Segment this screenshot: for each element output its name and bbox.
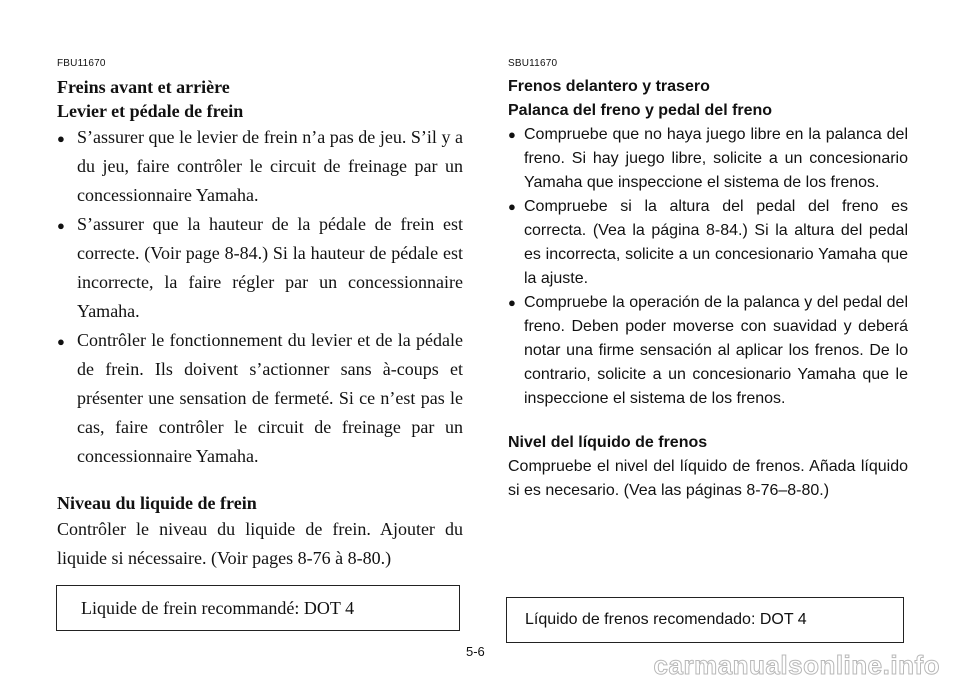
heading-lever-pedal-fr: Levier et pédale de frein xyxy=(57,101,244,121)
list-item: ● S’assurer que le levier de frein n’a pas de jeu. S’il y a du jeu, faire contrôler le circuit de freinage par un concessionnaire Yamaha. xyxy=(57,123,463,210)
fluid-text-es: Compruebe el nivel del líquido de frenos. Añada líquido si es necesario. (Vea las páginas 8-76–8-80.) xyxy=(508,458,908,499)
bullet-icon: ● xyxy=(508,199,516,214)
check-list-es xyxy=(508,123,908,411)
french-column xyxy=(57,58,463,573)
recommended-fluid-box-fr xyxy=(56,585,460,631)
list-item: ● S’assurer que la hauteur de la pédale de frein est correcte. (Voir page 8-84.) Si la hauteur de pédale est incorrecte, la faire régler par un concessionnaire Yamaha. xyxy=(57,210,463,326)
fluid-text-fr: Contrôler le niveau du liquide de frein. Ajouter du liquide si nécessaire. (Voir pages 8-76 à 8-80.) xyxy=(57,519,463,568)
list-item: ● Compruebe que no haya juego libre en la palanca del freno. Si hay juego libre, solicite a un concesionario Yamaha que inspeccione el sistema de los frenos. xyxy=(508,123,908,195)
section-code-es: SBU11670 xyxy=(508,58,558,69)
list-item: ● Contrôler le fonctionnement du levier et de la pédale de frein. Ils doivent s’actionner sans à-coups et présenter une sensation de fermeté. Si ce n’est pas le cas, faire contrôler le circuit de freinage par un concessionnaire Yamaha. xyxy=(57,326,463,471)
heading-fluid-level-fr: Niveau du liquide de frein xyxy=(57,493,257,513)
spanish-column xyxy=(508,58,908,503)
watermark: carmanualsonline.info xyxy=(653,650,940,680)
recommended-fluid-text-fr: Liquide de frein recommandé: DOT 4 xyxy=(81,597,355,618)
recommended-fluid-box-es xyxy=(506,597,904,643)
heading-brakes-es: Frenos delantero y trasero xyxy=(508,78,710,95)
section-code-fr: FBU11670 xyxy=(57,58,106,69)
bullet-icon: ● xyxy=(57,131,65,146)
heading-fluid-level-es: Nivel del líquido de frenos xyxy=(508,434,708,451)
page-number: 5-6 xyxy=(466,644,485,659)
check-list-fr xyxy=(57,123,463,471)
heading-brakes-fr: Freins avant et arrière xyxy=(57,77,230,97)
list-item: ● Compruebe si la altura del pedal del freno es correcta. (Vea la página 8-84.) Si la altura del pedal es incorrecta, solicite a un concesionario Yamaha que la ajuste. xyxy=(508,195,908,291)
bullet-icon: ● xyxy=(508,295,516,310)
list-item: ● Compruebe la operación de la palanca y del pedal del freno. Deben poder moverse con suavidad y deberá notar una firme sensación al aplicar los frenos. De lo contrario, solicite a un concesionario Yamaha que le inspeccione el sistema de los frenos. xyxy=(508,291,908,411)
recommended-fluid-text-es: Líquido de frenos recomendado: DOT 4 xyxy=(525,611,807,628)
bullet-icon: ● xyxy=(57,218,65,233)
bullet-icon: ● xyxy=(57,334,65,349)
bullet-icon: ● xyxy=(508,127,516,142)
heading-lever-pedal-es: Palanca del freno y pedal del freno xyxy=(508,102,773,119)
